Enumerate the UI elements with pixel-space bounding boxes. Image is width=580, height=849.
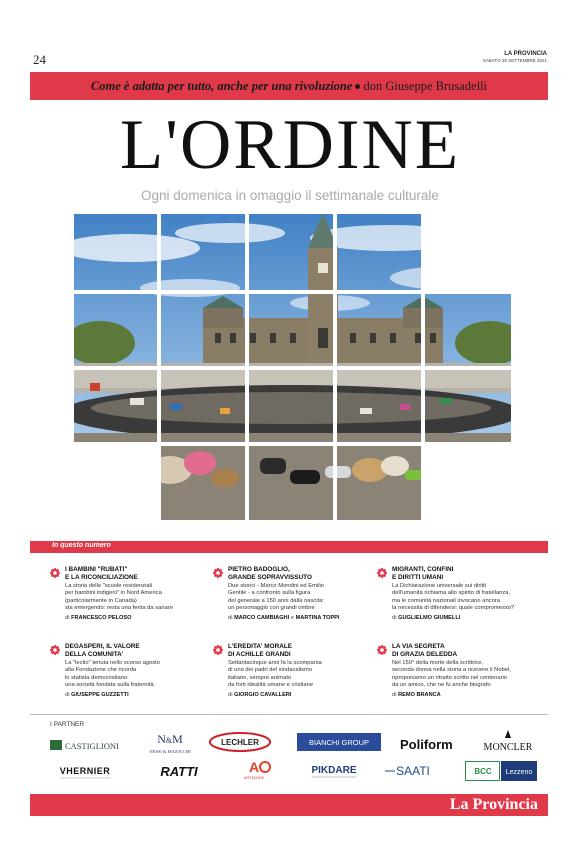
article-summary-line: dell'umanità richiama allo spirito di fratellanza,: [392, 590, 511, 597]
partners-divider: [30, 714, 548, 715]
logo-ratti: [154, 763, 204, 779]
article-byline: [392, 692, 441, 698]
article-summary-line: Due storici - Marco Mondini ed Emilio: [228, 583, 325, 589]
mosaic-tile: [161, 446, 245, 520]
mosaic-tile: [337, 370, 421, 442]
banner-author: don Giuseppe Brusadelli: [363, 79, 488, 93]
logo-moncler-text: MONCLER: [483, 742, 533, 753]
byline-and: e: [290, 614, 295, 621]
masthead-tagline: Ogni domenica in omaggio il settimanale culturale: [141, 188, 439, 203]
article-summary-line: La "lectio" tenuta nello scorso agosto: [65, 660, 160, 666]
article-summary-line: da forti idealità umane e cristiane: [228, 682, 314, 689]
logo-poliform: [400, 736, 466, 752]
byline-prefix: di: [392, 691, 397, 698]
article-summary-line: Nel 150° della morte della scrittrice,: [392, 660, 484, 666]
rosette-icon: [213, 645, 223, 655]
logo-lechler-text: LECHLER: [221, 738, 259, 747]
article-byline: [228, 692, 291, 698]
byline-prefix: di: [228, 614, 233, 621]
byline-author: GUGLIELMO GIUMELLI: [398, 614, 461, 621]
article-title-line: PIETRO BADOGLIO,: [228, 566, 290, 573]
logo-vhernier-text: VHERNIER: [59, 766, 111, 776]
masthead-title: L'ORDINE: [119, 106, 461, 184]
article-title-line: DI GRAZIA DELEDDA: [392, 650, 458, 658]
article-summary-line: del generale a 150 anni dalla nascita:: [228, 597, 325, 604]
mosaic-tile: [337, 446, 421, 520]
article-summary: [65, 583, 215, 613]
logo-saati: [385, 762, 435, 780]
article-title-line: DELLA COMUNITA': [65, 650, 124, 658]
article-title: [65, 643, 215, 658]
svg-text:A: A: [248, 759, 260, 775]
mosaic-tile: [249, 370, 333, 442]
article-summary-line: di uno dei padri del sindacalismo: [228, 667, 313, 674]
logo-vhernier: [50, 764, 120, 780]
article-summary-line: da un amico, che ne fu anche biografo: [392, 682, 491, 689]
logo-bianchi-group: [297, 733, 381, 751]
logo-nessi-majocchi: [145, 730, 195, 756]
article-byline: [65, 615, 131, 621]
logo-moncler: [478, 728, 538, 754]
byline-prefix: di: [392, 614, 397, 621]
logo-saati-text: SAATI: [396, 764, 430, 778]
article-summary-line: un personaggio con grandi ombre: [228, 605, 315, 612]
byline-prefix: di: [65, 691, 70, 698]
article-summary: [392, 660, 542, 690]
rosette-icon: [377, 645, 387, 655]
article-title: [65, 566, 215, 581]
article-summary-line: ma le comunità nazionali invocano ancora: [392, 597, 500, 604]
logo-castiglioni: [50, 738, 120, 752]
footer-bar: [30, 794, 548, 816]
article-title-line: GRANDE SOPRAVVISSUTO: [228, 573, 312, 581]
article-summary-line: sta emergendo: resta una ferita da sanare: [65, 605, 173, 612]
rosette-icon: [50, 645, 60, 655]
byline-author: GIUSEPPE GUZZETTI: [71, 691, 129, 698]
article-summary-line: riproponiamo un ritratto scritto nel centenario: [392, 674, 508, 681]
byline-author: REMO BRANCA: [398, 691, 441, 698]
logo-nessi-text: NESSI & MAJOCCHI: [149, 749, 191, 754]
logo-lechler: [208, 732, 272, 752]
article-title-line: MIGRANTI, CONFINI: [392, 566, 454, 573]
article-title-line: DI ACHILLE GRANDI: [228, 650, 291, 658]
mosaic-tile: [249, 446, 333, 520]
rosette-icon: [213, 568, 223, 578]
byline-author: FRANCESCO PELOSO: [71, 614, 132, 621]
article-summary-line: una società fondata sulla fraternità: [65, 682, 154, 689]
article-byline: [228, 615, 339, 621]
article-byline: [392, 615, 460, 621]
byline-author: MARCO CAMBIAGHI: [234, 614, 290, 621]
paper-date: SABATO 25 SETTEMBRE 2021: [482, 58, 547, 63]
article-summary: [228, 583, 378, 613]
logo-bianchi-text: BIANCHI GROUP: [308, 738, 370, 747]
rosette-icon: [50, 568, 60, 578]
article-summary-line: seconda donna nella storia a ricevere il Nobel,: [392, 667, 511, 674]
mosaic-tile: [161, 370, 245, 442]
banner-quote: Come è adatta per tutto, anche per una rivoluzione: [90, 79, 353, 93]
article-title-line: I BAMBINI "RUBATI": [65, 566, 128, 573]
article-summary-line: la necessità di difendersi: quale compromesso?: [392, 605, 515, 612]
mosaic-tile: [161, 294, 245, 366]
section-bar: [30, 541, 548, 553]
mosaic-tile: [74, 294, 157, 366]
article-summary-line: La storia delle "scuole residenziali: [65, 583, 153, 589]
partners-label: I PARTNER: [50, 721, 85, 728]
footer-paper-name: La Provincia: [449, 796, 538, 813]
logo-castiglioni-text: CASTIGLIONI: [65, 741, 119, 751]
byline-prefix: di: [228, 691, 233, 698]
article-summary-line: Gentile - a confronto sulla figura: [228, 590, 311, 597]
byline-author: GIORGIO CAVALLERI: [234, 691, 292, 698]
logo-lezzeno-text: Lezzeno: [505, 769, 533, 776]
article-summary-line: (particolarmente in Canada): [65, 597, 137, 604]
logo-artemide: [234, 758, 274, 780]
logo-bcc-text: BCC: [474, 767, 492, 776]
quote-banner: [30, 72, 548, 100]
article-summary-line: Settantacinque anni fa la scomparsa: [228, 660, 322, 666]
byline-prefix: di: [65, 614, 70, 621]
article-summary-line: per bambini indigeni" in Nord America: [65, 590, 162, 597]
article-title: [392, 566, 542, 581]
mosaic-tile: [74, 370, 157, 442]
logo-pikdare: [306, 762, 362, 780]
mosaic-tile: [337, 214, 421, 290]
article-title: [392, 643, 542, 658]
article-summary: [392, 583, 542, 613]
article-summary-line: La Dichiarazione universale sui diritti: [392, 583, 487, 589]
article-summary-line: italiano, sempre animato: [228, 674, 292, 681]
logo-poliform-text: Poliform: [400, 737, 453, 752]
article-title-line: E DIRITTI UMANI: [392, 573, 444, 581]
article-title-line: E LA RICONCILIAZIONE: [65, 573, 138, 581]
paper-name: LA PROVINCIA: [504, 51, 547, 57]
logo-artemide-text: ARTEMIDE: [243, 775, 265, 780]
byline-author-2: MARTINA TOPPI: [295, 614, 340, 621]
article-title-line: DEGASPERI, IL VALORE: [65, 643, 140, 650]
logo-bcc-lezzeno: [465, 761, 537, 781]
logo-pikdare-text: PIKDARE: [311, 765, 357, 776]
mosaic-tile: [74, 214, 157, 290]
cover-photo-mosaic: [70, 208, 512, 524]
article-title: [228, 643, 378, 658]
article-summary-line: alla Fondazione che ricorda: [65, 667, 137, 674]
mosaic-tile: [425, 370, 511, 442]
mosaic-tile: [161, 214, 245, 290]
article-summary: [65, 660, 215, 690]
mosaic-tile: [337, 294, 421, 366]
mosaic-tile: [249, 294, 333, 366]
mosaic-tile: [425, 294, 511, 366]
mosaic-tile: [249, 214, 333, 290]
article-byline: [65, 692, 129, 698]
page-number: 24: [33, 52, 46, 67]
section-label: In questo numero: [52, 542, 111, 549]
article-title: [228, 566, 378, 581]
svg-text:N&M: N&M: [157, 732, 183, 746]
logo-ratti-text: RATTI: [160, 764, 198, 779]
rosette-icon: [377, 568, 387, 578]
article-title-line: LA VIA SEGRETA: [392, 643, 445, 650]
bullet-icon: [355, 84, 360, 89]
article-summary: [228, 660, 378, 690]
article-title-line: L'EREDITA' MORALE: [228, 643, 292, 650]
article-summary-line: lo statista democristiano:: [65, 674, 129, 681]
